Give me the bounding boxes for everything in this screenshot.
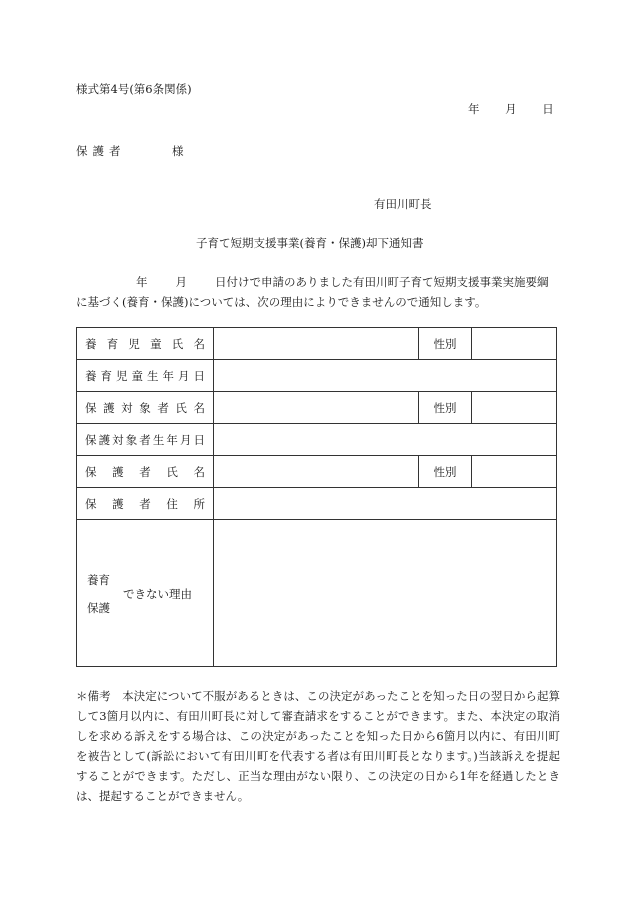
sex-label: 性別 (419, 456, 472, 488)
row-label (77, 328, 214, 360)
reason-label: できない理由 (123, 587, 192, 601)
row-label (77, 392, 214, 424)
reason-ikuji: 養育 (87, 573, 110, 587)
date-line: 年 月 日 (468, 102, 554, 116)
body-month: 月 (175, 275, 187, 289)
child-sex-value (472, 328, 557, 360)
guardian-sex-value (472, 456, 557, 488)
child-birthdate-label: 養 育 児 童 生 年 月 日 (85, 368, 205, 383)
body-line1-rest: 日付けで申請のありました有田川町子育て短期支援事業実施要綱 (215, 275, 549, 289)
body-line2: に基づく(養育・保護)については、次の理由によりできませんので通知します。 (76, 295, 487, 309)
guardian-label: 保護者 (76, 144, 126, 158)
reason-label-cell (77, 520, 214, 667)
guardian-address-label: 保 護 者 住 所 (85, 496, 205, 511)
table-row (77, 488, 557, 520)
table-row (77, 360, 557, 392)
protected-birthdate-value (214, 424, 557, 456)
guardian-suffix: 様 (172, 144, 184, 158)
body-year: 年 (136, 275, 148, 289)
child-name-label: 養 育 児 童 氏 名 (85, 336, 205, 351)
guardian-address-value (214, 488, 557, 520)
protected-sex-value (472, 392, 557, 424)
sex-label: 性別 (419, 328, 472, 360)
reason-hogo: 保護 (87, 601, 110, 615)
row-label (77, 360, 214, 392)
sex-label: 性別 (419, 392, 472, 424)
document-title: 子育て短期支援事業(養育・保護)却下通知書 (196, 236, 424, 250)
guardian-name-value (214, 456, 419, 488)
table-row (77, 328, 557, 360)
guardian-name-label: 保 護 者 氏 名 (85, 464, 205, 479)
row-label (77, 424, 214, 456)
remarks-note: ＊備考 本決定について不服があるときは、この決定があったことを知った日の翌日から起算して3箇月以内に、有田川町長に対して審査請求をすることができます。また、本決定の取消しを求める訴えをする場合は、この決定があったことを知った日から6箇月以内に、有田川町を被告として(訴訟において有田川町を代表する者は有田川町長となります。)当該訴えを提起することができます。ただし、正当な理由がない限り、この決定の日から1年を経過したときは、提起することができません。 (76, 689, 560, 803)
row-label (77, 456, 214, 488)
protected-birthdate-label: 保 護 対 象 者 生 年 月 日 (85, 432, 205, 447)
issuer: 有田川町長 (374, 197, 432, 211)
body-text (76, 272, 556, 312)
table-row (77, 520, 557, 667)
form-number: 様式第4号(第6条関係) (76, 82, 192, 96)
table-row (77, 424, 557, 456)
row-label (77, 488, 214, 520)
table-row (77, 392, 557, 424)
protected-name-label: 保 護 対 象 者 氏 名 (85, 400, 205, 415)
child-name-value (214, 328, 419, 360)
notice-table (76, 327, 557, 667)
protected-name-value (214, 392, 419, 424)
child-birthdate-value (214, 360, 557, 392)
reason-value (214, 520, 557, 667)
table-row (77, 456, 557, 488)
